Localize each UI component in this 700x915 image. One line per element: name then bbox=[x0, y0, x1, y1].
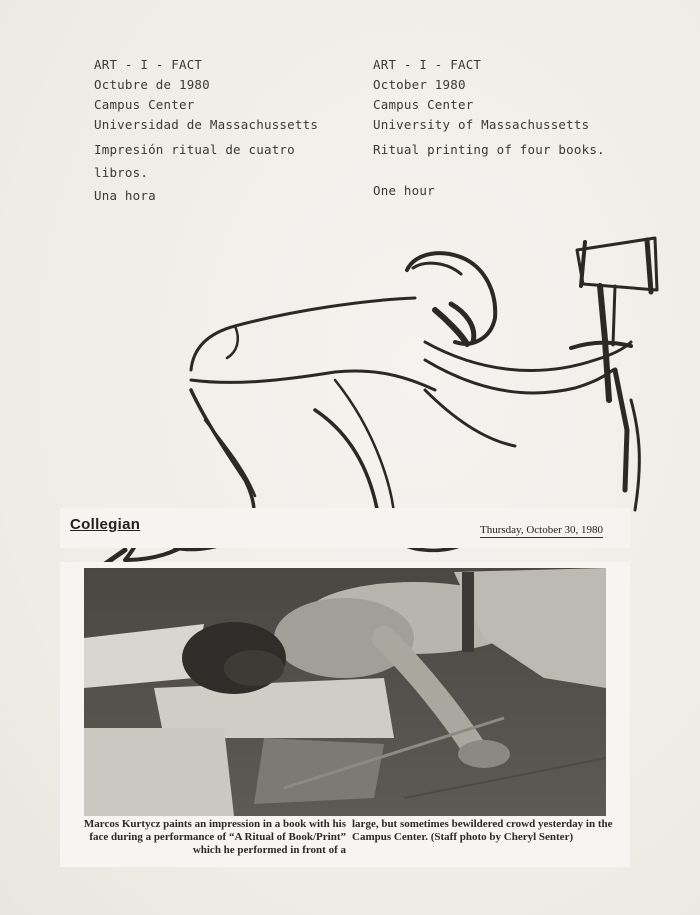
spanish-duration: Una hora bbox=[94, 188, 156, 203]
photo-caption-left: Marcos Kurtycz paints an impression in a book with his face during a performance of “A Ritual of Book/Print” which he performed in front of a bbox=[83, 818, 346, 856]
english-date: October 1980 bbox=[373, 77, 466, 92]
english-text-column bbox=[373, 55, 653, 201]
spanish-institution: Universidad de Massachussetts bbox=[94, 117, 319, 132]
newspaper-dateline: Thursday, October 30, 1980 bbox=[480, 524, 604, 536]
spanish-title: ART - I - FACT bbox=[94, 57, 203, 72]
spanish-text-column bbox=[94, 55, 356, 206]
english-institution: University of Massachussetts bbox=[373, 117, 590, 132]
newspaper-masthead: Collegian bbox=[70, 516, 141, 533]
photo-illustration bbox=[84, 568, 606, 816]
performance-photo bbox=[84, 568, 606, 816]
english-venue: Campus Center bbox=[373, 97, 474, 112]
photo-caption-right: large, but sometimes bewildered crowd yesterday in the Campus Center. (Staff photo by Cheryl Senter) bbox=[352, 818, 613, 843]
english-description: Ritual printing of four books. bbox=[373, 142, 605, 157]
english-duration: One hour bbox=[373, 183, 435, 198]
spanish-date: Octubre de 1980 bbox=[94, 77, 210, 92]
spanish-description: Impresión ritual de cuatro libros. bbox=[94, 142, 295, 180]
english-title: ART - I - FACT bbox=[373, 57, 482, 72]
spanish-venue: Campus Center bbox=[94, 97, 195, 112]
